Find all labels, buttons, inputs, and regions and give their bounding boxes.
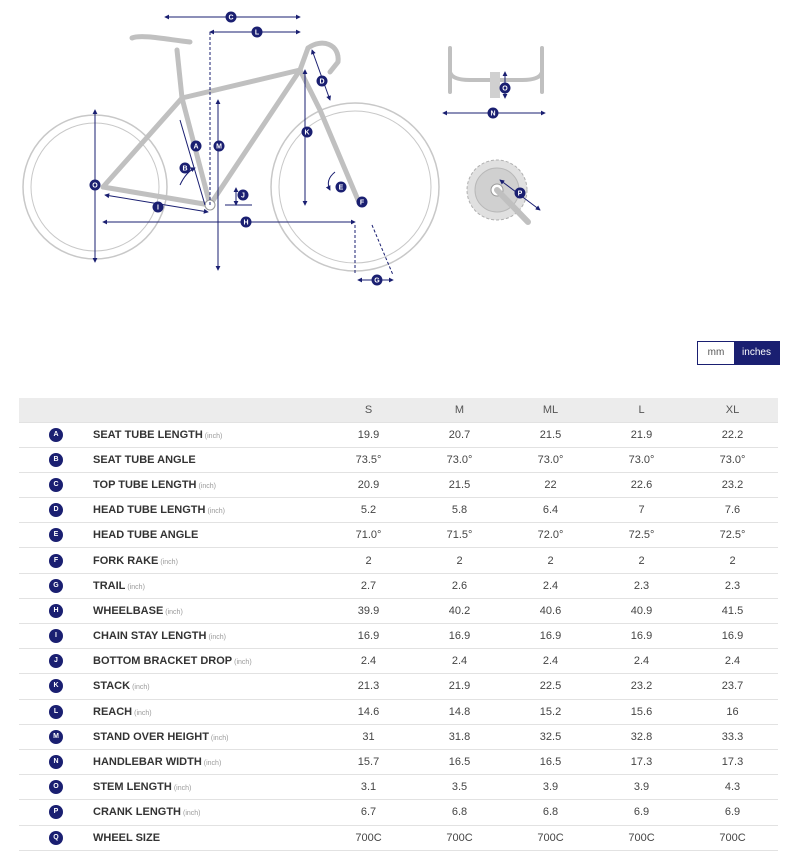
size-value-cell: 6.7 [323,800,414,825]
measurement-unit: (inch) [165,608,183,616]
table-row [19,472,778,497]
bike-frame [103,37,358,205]
header-key [19,398,93,422]
measurement-name: STEM LENGTH [93,781,172,794]
svg-text:A: A [193,143,199,151]
size-value-cell: 3.1 [323,775,414,800]
size-value-cell: 2 [596,548,687,573]
header-size: XL [687,398,778,422]
row-name-cell [93,447,323,472]
size-value-cell: 17.3 [687,749,778,774]
row-key-cell [19,775,93,800]
measurement-unit: (inch) [198,482,217,490]
size-value-cell: 17.3 [596,749,687,774]
size-value-cell: 2.4 [505,649,596,674]
row-key-cell [19,624,93,649]
size-value-cell: 700C [687,825,778,850]
header-measurement [93,398,323,422]
size-value-cell: 2 [505,548,596,573]
size-value-cell: 23.7 [687,674,778,699]
size-value-cell: 5.2 [323,498,414,523]
header-size: M [414,398,505,422]
size-value-cell: 73.0° [414,447,505,472]
size-value-cell: 23.2 [596,674,687,699]
dimension-key-badge: O [49,780,63,794]
geometry-diagram [0,0,794,330]
size-value-cell: 3.5 [414,775,505,800]
badge-l [252,27,263,38]
size-value-cell: 23.2 [687,472,778,497]
size-value-cell: 21.5 [505,422,596,447]
measurement-name: TOP TUBE LENGTH [93,478,197,491]
measurement-name: CHAIN STAY LENGTH [93,630,207,643]
size-value-cell: 6.8 [505,800,596,825]
measurement-name: TRAIL [93,579,126,592]
size-value-cell: 20.7 [414,422,505,447]
row-key-cell [19,498,93,523]
badge-o [90,180,101,191]
size-value-cell: 22.6 [596,472,687,497]
measurement-unit: (inch) [132,684,150,692]
svg-text:K: K [304,129,310,137]
measurement-name: CRANK LENGTH [93,806,181,819]
size-value-cell: 2.3 [596,573,687,598]
size-value-cell: 40.2 [414,598,505,623]
measurement-unit: (inch) [183,810,201,818]
badge-h [241,217,252,228]
size-value-cell: 32.8 [596,724,687,749]
size-value-cell: 40.9 [596,598,687,623]
badge-j [238,190,249,201]
dimension-key-badge: C [49,478,63,492]
dimension-key-badge: H [49,604,63,618]
table-row [19,422,778,447]
size-value-cell: 2 [687,548,778,573]
size-value-cell: 15.6 [596,699,687,724]
svg-text:J: J [241,192,245,200]
row-key-cell [19,749,93,774]
svg-text:E: E [338,184,344,192]
row-key-cell [19,699,93,724]
svg-text:H: H [243,219,249,227]
row-key-cell [19,649,93,674]
size-value-cell: 21.3 [323,674,414,699]
measurement-unit: (inch) [210,734,229,742]
dimension-key-badge: D [49,503,63,517]
header-size: S [323,398,414,422]
size-value-cell: 700C [596,825,687,850]
measurement-unit: (inch) [134,709,152,717]
size-value-cell: 73.0° [687,447,778,472]
measurement-unit: (inch) [160,558,178,566]
header-size: L [596,398,687,422]
badge-d [317,76,328,87]
measurement-name: BOTTOM BRACKET DROP [93,655,233,668]
row-name-cell [93,800,323,825]
measurement-name: WHEELBASE [93,604,164,617]
svg-text:C: C [228,14,234,22]
svg-text:N: N [490,110,496,118]
size-value-cell: 20.9 [323,472,414,497]
size-value-cell: 22.2 [687,422,778,447]
measurement-name: STACK [93,680,131,693]
badge-f [357,197,368,208]
size-value-cell: 2.7 [323,573,414,598]
dimension-key-badge: E [49,528,63,542]
row-name-cell [93,674,323,699]
size-value-cell: 16.9 [687,624,778,649]
row-name-cell [93,624,323,649]
size-value-cell: 14.6 [323,699,414,724]
unit-inches-button[interactable]: inches [734,342,779,364]
dimension-key-badge: A [49,428,63,442]
measurement-unit: (inch) [207,508,225,516]
measurement-unit: (inch) [173,785,192,793]
measurement-name: HEAD TUBE LENGTH [93,504,206,517]
badge-a [191,141,202,152]
measurement-name: SEAT TUBE LENGTH [93,428,203,441]
size-value-cell: 21.5 [414,472,505,497]
row-key-cell [19,573,93,598]
handlebar-inset [443,48,545,113]
row-name-cell [93,498,323,523]
table-row [19,649,778,674]
size-value-cell: 16.9 [323,624,414,649]
svg-text:F: F [359,199,365,207]
row-name-cell [93,598,323,623]
size-value-cell: 21.9 [414,674,505,699]
measurement-unit: (inch) [127,583,145,591]
size-value-cell: 31 [323,724,414,749]
table-row [19,800,778,825]
dimension-key-badge: I [49,629,63,643]
table-row [19,624,778,649]
measurement-unit: (inch) [203,760,222,768]
size-value-cell: 2.4 [596,649,687,674]
size-value-cell: 14.8 [414,699,505,724]
size-value-cell: 6.4 [505,498,596,523]
dimension-key-badge: M [49,730,63,744]
size-value-cell: 71.5° [414,523,505,548]
badge-p [515,188,526,199]
svg-text:L: L [254,29,260,37]
table-row [19,699,778,724]
row-key-cell [19,825,93,850]
dimension-key-badge: Q [49,831,63,845]
badge-o-stem [500,83,511,94]
size-value-cell: 73.0° [505,447,596,472]
size-value-cell: 22.5 [505,674,596,699]
table-row [19,749,778,774]
badge-e [336,182,347,193]
dimension-key-badge: L [49,705,63,719]
table-row [19,775,778,800]
size-value-cell: 7 [596,498,687,523]
size-value-cell: 2.6 [414,573,505,598]
measurement-name: REACH [93,705,133,718]
row-name-cell [93,548,323,573]
svg-text:I: I [157,204,159,212]
row-name-cell [93,724,323,749]
row-name-cell [93,775,323,800]
table-row [19,598,778,623]
size-value-cell: 700C [414,825,505,850]
measurement-name: STAND OVER HEIGHT [93,730,209,743]
table-row [19,548,778,573]
row-name-cell [93,422,323,447]
badge-k [302,127,313,138]
size-value-cell: 700C [323,825,414,850]
size-value-cell: 16.9 [414,624,505,649]
table-row [19,573,778,598]
size-value-cell: 2.4 [505,573,596,598]
size-value-cell: 72.0° [505,523,596,548]
measurement-name: SEAT TUBE ANGLE [93,453,196,466]
svg-text:B: B [182,165,188,173]
size-value-cell: 31.8 [414,724,505,749]
size-value-cell: 2.4 [323,649,414,674]
measurement-name: WHEEL SIZE [93,831,161,844]
size-value-cell: 2 [323,548,414,573]
dimension-key-badge: G [49,579,63,593]
size-value-cell: 700C [505,825,596,850]
measurement-unit: (inch) [204,432,223,440]
size-value-cell: 16 [687,699,778,724]
row-key-cell [19,472,93,497]
badge-i [153,202,164,213]
row-name-cell [93,699,323,724]
svg-text:P: P [517,190,523,198]
table-row [19,498,778,523]
measurement-name: HANDLEBAR WIDTH [93,756,202,769]
size-value-cell: 7.6 [687,498,778,523]
size-value-cell: 33.3 [687,724,778,749]
row-name-cell [93,825,323,850]
dimension-key-badge: F [49,554,63,568]
row-key-cell [19,548,93,573]
size-value-cell: 32.5 [505,724,596,749]
size-value-cell: 2.4 [687,649,778,674]
size-value-cell: 71.0° [323,523,414,548]
size-value-cell: 21.9 [596,422,687,447]
dimension-key-badge: B [49,453,63,467]
size-value-cell: 15.2 [505,699,596,724]
measurement-unit: (inch) [234,659,252,667]
row-key-cell [19,800,93,825]
table-row [19,724,778,749]
row-key-cell [19,447,93,472]
badge-g [372,275,383,286]
row-name-cell [93,472,323,497]
size-value-cell: 6.9 [596,800,687,825]
size-value-cell: 40.6 [505,598,596,623]
table-header-row [19,398,778,422]
table-row [19,447,778,472]
dimension-key-badge: N [49,755,63,769]
dimension-key-badge: P [49,805,63,819]
row-name-cell [93,649,323,674]
geometry-table [19,398,778,851]
size-value-cell: 19.9 [323,422,414,447]
crankset-inset [467,160,540,222]
size-value-cell: 41.5 [687,598,778,623]
size-value-cell: 6.8 [414,800,505,825]
size-value-cell: 15.7 [323,749,414,774]
unit-toggle [697,341,780,365]
row-key-cell [19,523,93,548]
size-value-cell: 3.9 [505,775,596,800]
unit-mm-button[interactable]: mm [698,342,734,364]
size-value-cell: 16.9 [596,624,687,649]
size-value-cell: 16.5 [505,749,596,774]
row-key-cell [19,674,93,699]
size-value-cell: 5.8 [414,498,505,523]
dimension-key-badge: K [49,679,63,693]
size-value-cell: 3.9 [596,775,687,800]
row-key-cell [19,422,93,447]
size-value-cell: 6.9 [687,800,778,825]
badge-m [214,141,225,152]
size-value-cell: 73.5° [323,447,414,472]
svg-text:G: G [374,277,380,285]
size-value-cell: 2 [414,548,505,573]
badge-n [488,108,499,119]
size-value-cell: 39.9 [323,598,414,623]
table-row [19,523,778,548]
header-size: ML [505,398,596,422]
size-value-cell: 2.4 [414,649,505,674]
row-key-cell [19,598,93,623]
svg-text:M: M [216,143,222,151]
size-value-cell: 4.3 [687,775,778,800]
measurement-name: FORK RAKE [93,554,159,567]
size-value-cell: 2.3 [687,573,778,598]
svg-text:O: O [502,85,508,93]
svg-text:D: D [319,78,325,86]
table-row [19,674,778,699]
table-row [19,825,778,850]
size-value-cell: 73.0° [596,447,687,472]
row-name-cell [93,749,323,774]
dimension-key-badge: J [49,654,63,668]
row-name-cell [93,523,323,548]
badge-c [226,12,237,23]
svg-text:O: O [92,182,98,190]
size-value-cell: 72.5° [687,523,778,548]
size-value-cell: 16.5 [414,749,505,774]
measurement-unit: (inch) [208,634,226,642]
size-value-cell: 72.5° [596,523,687,548]
badge-b [180,163,191,174]
measurement-name: HEAD TUBE ANGLE [93,529,199,542]
size-value-cell: 16.9 [505,624,596,649]
row-name-cell [93,573,323,598]
size-value-cell: 22 [505,472,596,497]
row-key-cell [19,724,93,749]
